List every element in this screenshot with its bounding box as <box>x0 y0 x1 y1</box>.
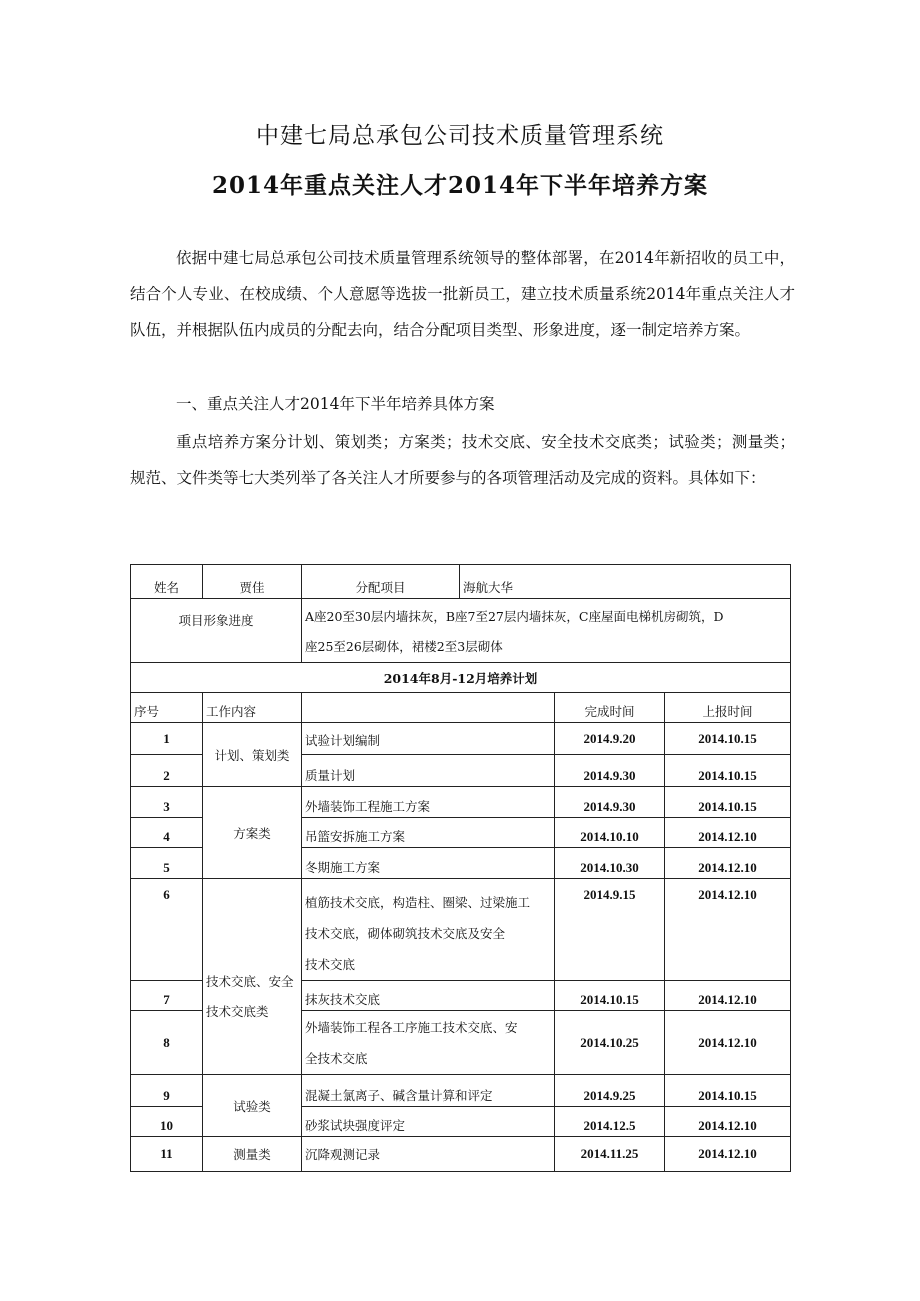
row-report: 2014.10.15 <box>665 723 791 755</box>
table-row <box>131 1075 791 1107</box>
plan-title: 2014年8月-12月培养计划 <box>131 663 791 693</box>
row-task: 质量计划 <box>302 755 555 787</box>
header-report: 上报时间 <box>665 693 791 723</box>
row-done: 2014.10.30 <box>555 848 665 879</box>
table-row <box>131 787 791 818</box>
row-report: 2014.12.10 <box>665 879 791 981</box>
category-disclosure-line-2: 技术交底类 <box>206 1003 269 1019</box>
table-row <box>131 879 791 981</box>
row-report: 2014.12.10 <box>665 981 791 1011</box>
row-seq: 7 <box>131 981 203 1011</box>
row-done: 2014.10.10 <box>555 818 665 848</box>
row-task: 试验计划编制 <box>302 723 555 755</box>
row-seq: 2 <box>131 755 203 787</box>
intro-paragraph: 依据中建七局总承包公司技术质量管理系统领导的整体部署，在2014年新招收的员工中，结合个人专业、在校成绩、个人意愿等选拔一批新员工，建立技术质量系统2014年重点关注人才队伍，并根据队伍内成员的分配去向，结合分配项目类型、形象进度，逐一制定培养方案。 <box>130 249 795 339</box>
row-report: 2014.10.15 <box>665 755 791 787</box>
header-content: 工作内容 <box>203 693 302 723</box>
row-seq: 9 <box>131 1075 203 1107</box>
header-seq: 序号 <box>131 693 203 723</box>
row-report: 2014.12.10 <box>665 1107 791 1137</box>
section-heading: 一、重点关注人才2014年下半年培养具体方案 <box>176 395 495 413</box>
row-task: 抹灰技术交底 <box>302 981 555 1011</box>
progress-line-1: A座20至30层内墙抹灰，B座7至27层内墙抹灰，C座屋面电梯机房砌筑，D <box>305 609 724 624</box>
header-done: 完成时间 <box>555 693 665 723</box>
header-row <box>131 693 791 723</box>
row-report: 2014.12.10 <box>665 818 791 848</box>
project-label: 分配项目 <box>302 565 460 599</box>
row-done: 2014.12.5 <box>555 1107 665 1137</box>
row-task <box>302 1011 555 1075</box>
row-seq: 6 <box>131 879 203 981</box>
name-row <box>131 565 791 599</box>
category-disclosure-line-1: 技术交底、安全 <box>206 973 294 989</box>
row-done: 2014.10.15 <box>555 981 665 1011</box>
row-done: 2014.9.25 <box>555 1075 665 1107</box>
row-seq: 11 <box>131 1137 203 1172</box>
category-test: 试验类 <box>203 1075 302 1137</box>
row-done: 2014.10.25 <box>555 1011 665 1075</box>
table-row <box>131 1137 791 1172</box>
document-title: 中建七局总承包公司技术质量管理系统 <box>256 123 664 149</box>
progress-text <box>302 599 791 663</box>
row-task: 吊篮安拆施工方案 <box>302 818 555 848</box>
name-value: 贾佳 <box>203 565 302 599</box>
row-task: 混凝土氯离子、碱含量计算和评定 <box>302 1075 555 1107</box>
progress-label: 项目形象进度 <box>131 599 302 663</box>
name-label: 姓名 <box>131 565 203 599</box>
table-row <box>131 723 791 755</box>
row-task-line-3: 技术交底 <box>305 957 356 972</box>
row-task-line-1: 植筋技术交底，构造柱、圈梁、过梁施工 <box>305 895 531 910</box>
row-done: 2014.11.25 <box>555 1137 665 1172</box>
row-task-line-2: 技术交底，砌体砌筑技术交底及安全 <box>305 926 506 941</box>
progress-row <box>131 599 791 663</box>
progress-line-2: 座25至26层砌体，裙楼2至3层砌体 <box>305 639 503 654</box>
row-task-line-2: 全技术交底 <box>305 1050 368 1066</box>
category-scheme: 方案类 <box>203 787 302 879</box>
row-done: 2014.9.30 <box>555 787 665 818</box>
document-subtitle: 2014年重点关注人才2014年下半年培养方案 <box>211 172 709 199</box>
header-blank <box>302 693 555 723</box>
row-seq: 10 <box>131 1107 203 1137</box>
training-plan-table <box>130 564 791 1172</box>
project-value: 海航大华 <box>460 565 791 599</box>
row-report: 2014.12.10 <box>665 1011 791 1075</box>
row-report: 2014.10.15 <box>665 1075 791 1107</box>
row-seq: 3 <box>131 787 203 818</box>
row-task: 沉降观测记录 <box>302 1137 555 1172</box>
plan-description-paragraph: 重点培养方案分计划、策划类；方案类；技术交底、安全技术交底类；试验类；测量类；规范、文件类等七大类列举了各关注人才所要参与的各项管理活动及完成的资料。具体如下： <box>130 433 795 487</box>
row-seq: 1 <box>131 723 203 755</box>
row-task-line-1: 外墙装饰工程各工序施工技术交底、安 <box>305 1019 518 1035</box>
category-survey: 测量类 <box>203 1137 302 1172</box>
row-done: 2014.9.15 <box>555 879 665 981</box>
plan-title-row <box>131 663 791 693</box>
category-disclosure <box>203 879 302 1075</box>
row-report: 2014.12.10 <box>665 1137 791 1172</box>
row-report: 2014.12.10 <box>665 848 791 879</box>
row-task: 砂浆试块强度评定 <box>302 1107 555 1137</box>
row-report: 2014.10.15 <box>665 787 791 818</box>
row-seq: 5 <box>131 848 203 879</box>
row-task <box>302 879 555 981</box>
row-task: 外墙装饰工程施工方案 <box>302 787 555 818</box>
row-task: 冬期施工方案 <box>302 848 555 879</box>
row-done: 2014.9.20 <box>555 723 665 755</box>
row-done: 2014.9.30 <box>555 755 665 787</box>
row-seq: 4 <box>131 818 203 848</box>
category-planning: 计划、策划类 <box>203 723 302 787</box>
row-seq: 8 <box>131 1011 203 1075</box>
